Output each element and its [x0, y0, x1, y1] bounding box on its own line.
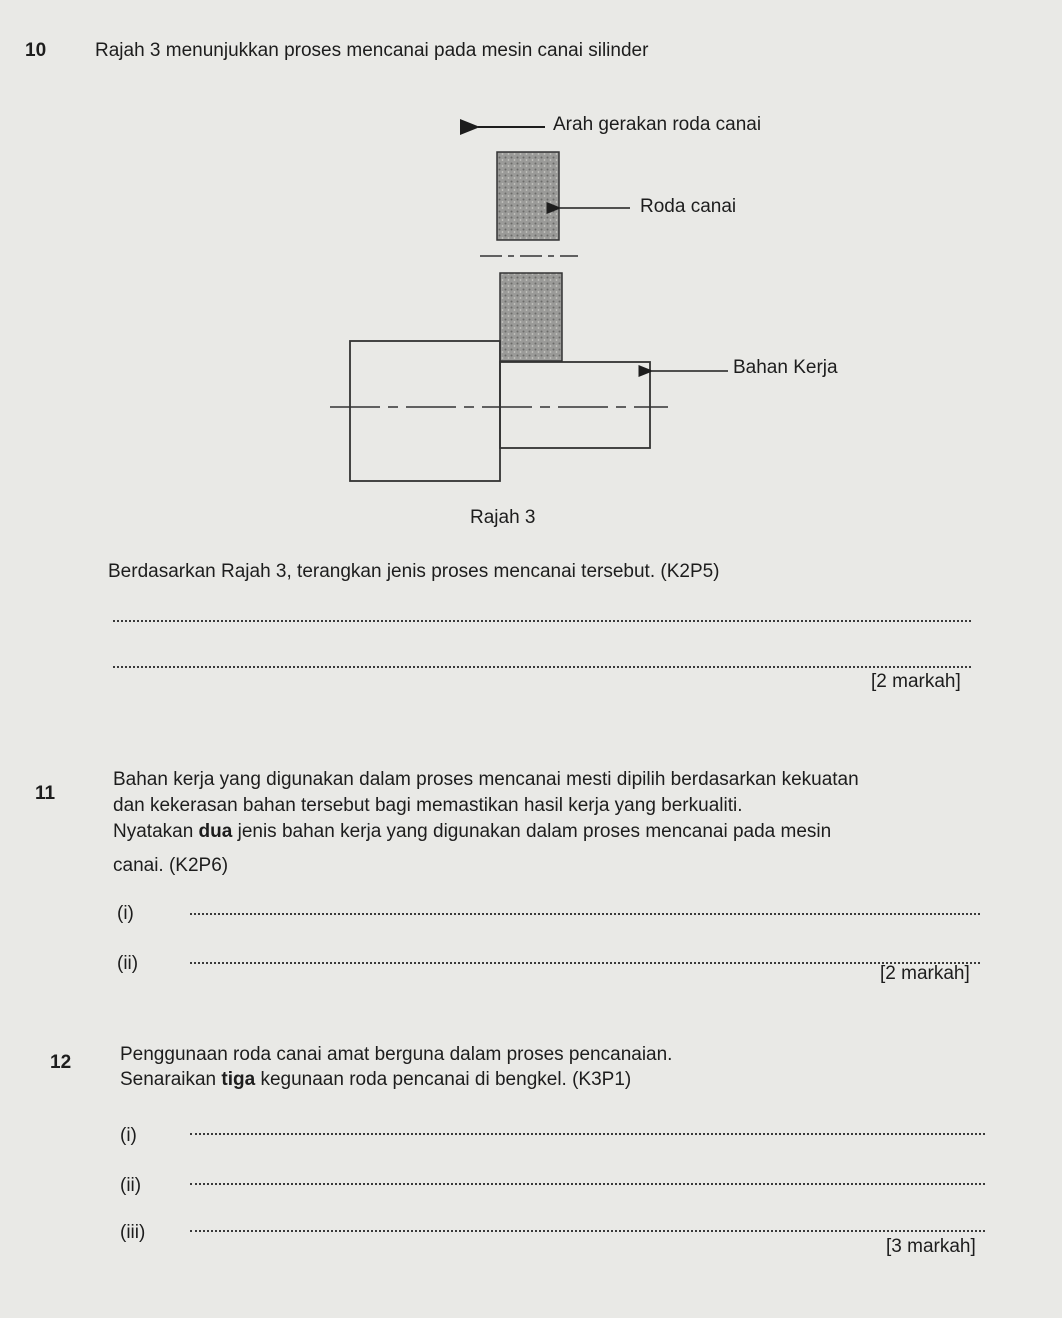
q11-line3: Nyatakan dua jenis bahan kerja yang digunakan dalam proses mencanai pada mesin	[113, 821, 832, 842]
q12-number: 12	[50, 1052, 72, 1073]
q11-line1: Bahan kerja yang digunakan dalam proses mencanai mesti dipilih berdasarkan kekuatan	[113, 769, 859, 790]
q11-line4: canai. (K2P6)	[113, 855, 229, 876]
label-workpiece: Bahan Kerja	[733, 357, 838, 378]
q10-question: Berdasarkan Rajah 3, terangkan jenis proses mencanai tersebut. (K2P5)	[108, 561, 720, 582]
q10-marks: [2 markah]	[871, 671, 961, 692]
answer-line[interactable]	[113, 620, 971, 622]
q11-line2: dan kekerasan bahan tersebut bagi memastikan hasil kerja yang berkualiti.	[113, 795, 743, 816]
q12-item-label: (ii)	[120, 1175, 142, 1196]
q11-marks: [2 markah]	[880, 963, 970, 984]
workpiece	[500, 362, 650, 448]
q11-item-label: (i)	[117, 903, 134, 924]
q10-number: 10	[25, 40, 47, 61]
q12-marks: [3 markah]	[886, 1236, 976, 1257]
q11-item-label: (ii)	[117, 953, 139, 974]
grinding-diagram	[0, 0, 1062, 540]
q12-line2: Senaraikan tiga kegunaan roda pencanai di bengkel. (K3P1)	[120, 1069, 632, 1090]
grinding-wheel-lower	[500, 273, 562, 361]
q12-item-label: (iii)	[120, 1222, 146, 1243]
label-wheel: Roda canai	[640, 196, 737, 217]
q12-item-label: (i)	[120, 1125, 137, 1146]
chuck-block	[350, 341, 500, 481]
answer-line[interactable]	[190, 962, 980, 964]
grinding-wheel-upper	[497, 152, 559, 240]
answer-line[interactable]	[190, 1230, 985, 1232]
answer-line[interactable]	[190, 913, 980, 915]
answer-line[interactable]	[113, 666, 971, 668]
label-direction: Arah gerakan roda canai	[553, 114, 762, 135]
figure-caption: Rajah 3	[470, 507, 536, 528]
q11-number: 11	[35, 783, 56, 804]
answer-line[interactable]	[190, 1133, 985, 1135]
q12-line1: Penggunaan roda canai amat berguna dalam proses pencanaian.	[120, 1044, 673, 1065]
answer-line[interactable]	[190, 1183, 985, 1185]
q10-stem: Rajah 3 menunjukkan proses mencanai pada mesin canai silinder	[95, 40, 649, 61]
